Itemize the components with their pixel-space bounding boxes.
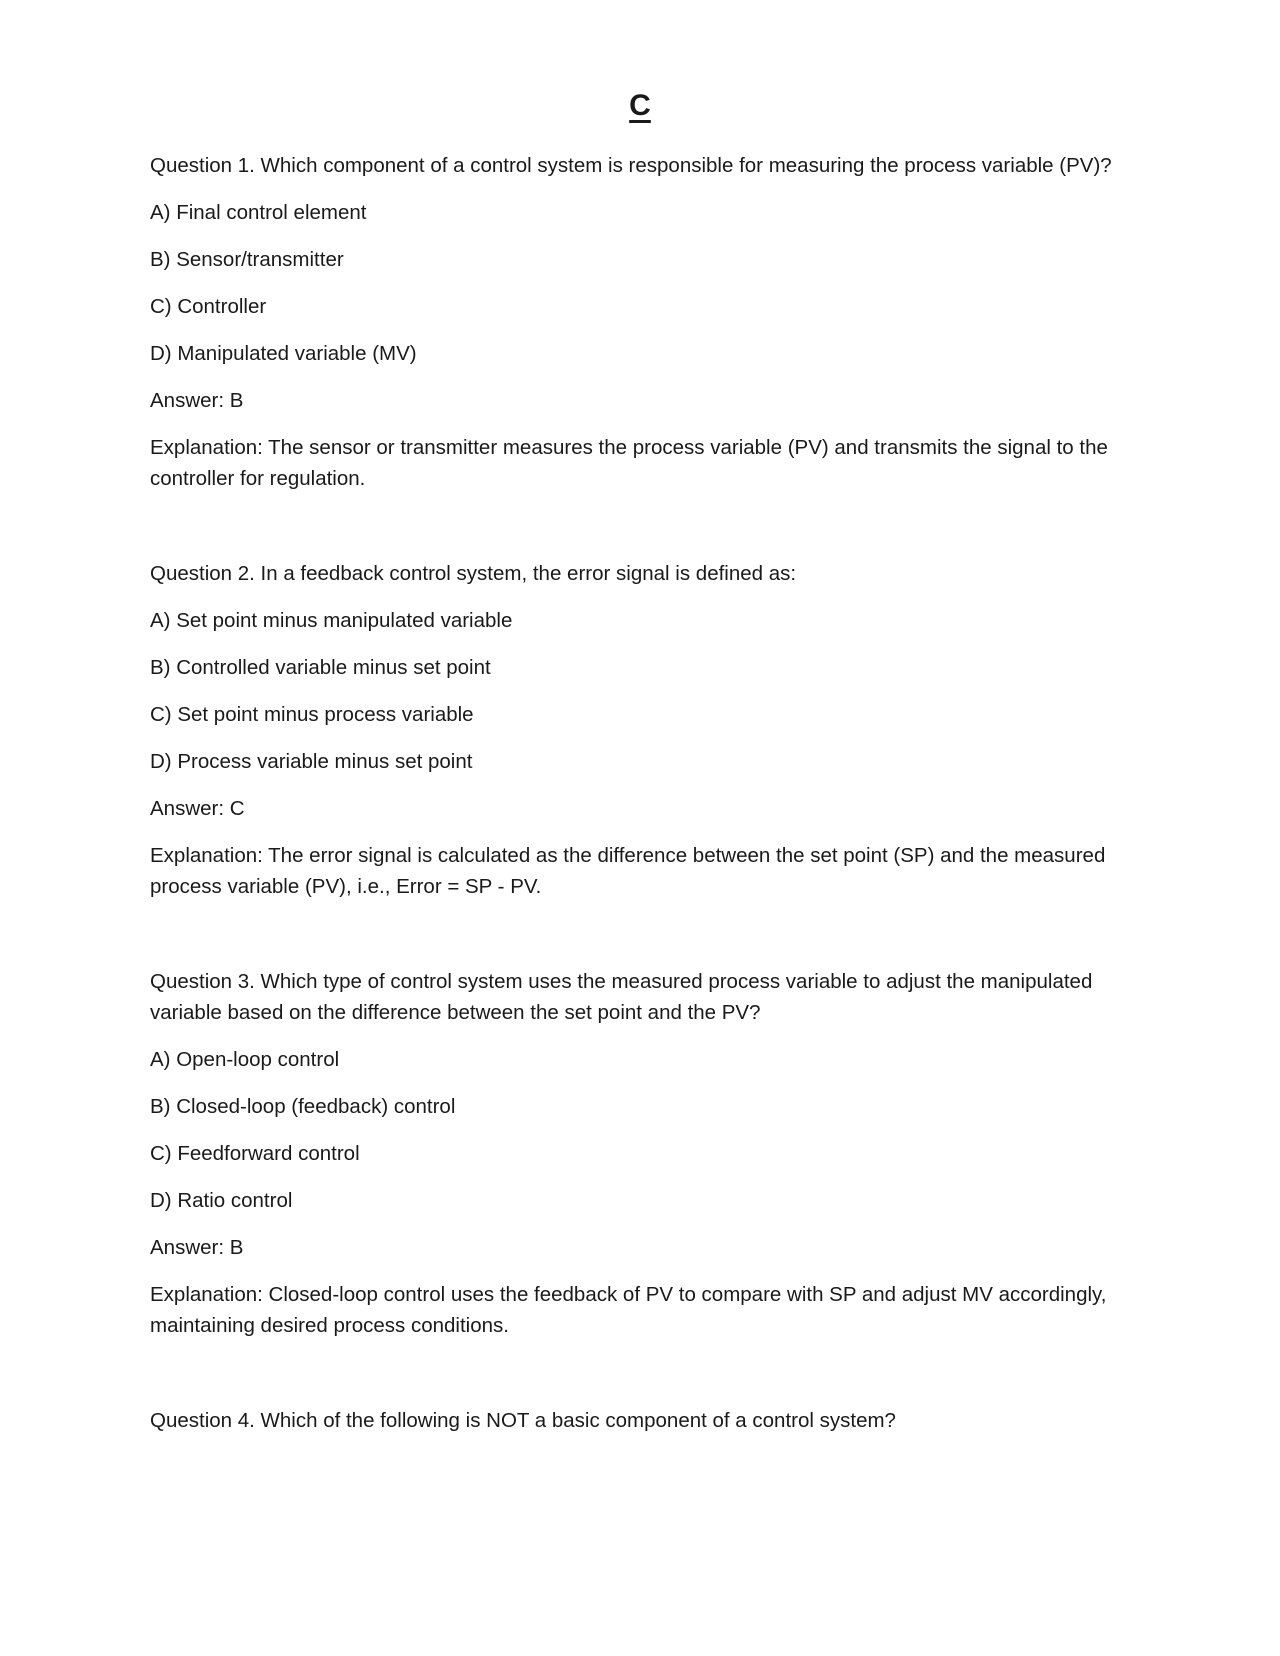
- option-b: B) Closed-loop (feedback) control: [150, 1095, 456, 1118]
- question-block-2: [150, 558, 1140, 902]
- question-text: Question 2. In a feedback control system, the error signal is defined as:: [150, 562, 797, 585]
- option-d: D) Ratio control: [150, 1189, 293, 1212]
- option-a: A) Set point minus manipulated variable: [150, 609, 513, 632]
- option-c: C) Set point minus process variable: [150, 703, 474, 726]
- question-text: Question 1. Which component of a control system is responsible for measuring the process variable (PV)?: [150, 154, 1112, 177]
- question-text: Question 3. Which type of control system uses the measured process variable to adjust the manipulated variable based on the difference between the set point and the PV?: [150, 970, 1093, 1024]
- option-a: A) Final control element: [150, 201, 367, 224]
- option-c: C) Feedforward control: [150, 1142, 360, 1165]
- page-heading: C: [629, 89, 651, 122]
- answer-text: Answer: C: [150, 797, 245, 820]
- question-block-3: [150, 966, 1140, 1341]
- option-d: D) Process variable minus set point: [150, 750, 473, 773]
- question-text: Question 4. Which of the following is NOT a basic component of a control system?: [150, 1409, 896, 1432]
- question-list: [150, 150, 1140, 1498]
- explanation-text: Explanation: The error signal is calculated as the difference between the set point (SP) and the measured process variable (PV), i.e., Error = SP - PV.: [150, 844, 1106, 898]
- question-block-4: [150, 1405, 1140, 1436]
- option-b: B) Sensor/transmitter: [150, 248, 344, 271]
- answer-text: Answer: B: [150, 1236, 244, 1259]
- explanation-text: Explanation: The sensor or transmitter measures the process variable (PV) and transmits the signal to the controller for regulation.: [150, 436, 1108, 490]
- option-a: A) Open-loop control: [150, 1048, 340, 1071]
- question-block-1: [150, 150, 1140, 494]
- explanation-text: Explanation: Closed-loop control uses the feedback of PV to compare with SP and adjust MV accordingly, maintaining desired process conditions.: [150, 1283, 1107, 1337]
- answer-text: Answer: B: [150, 389, 244, 412]
- option-d: D) Manipulated variable (MV): [150, 342, 417, 365]
- option-b: B) Controlled variable minus set point: [150, 656, 491, 679]
- option-c: C) Controller: [150, 295, 267, 318]
